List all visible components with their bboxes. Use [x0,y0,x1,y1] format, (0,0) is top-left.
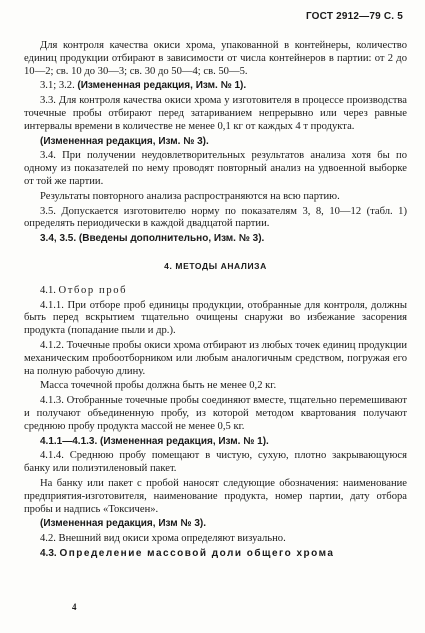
amendment-text: (Введены дополнительно, Изм. № 3). [78,233,265,245]
clause-ref: 3.4, 3.5. [40,233,79,245]
clause-4-3 [24,548,407,561]
clause-3-4-results: Результаты повторного анализа распространяются на всю партию. [40,190,340,202]
clause-ref: 3.1; 3.2. [40,80,78,92]
clause-heading: Отбор проб [58,284,128,296]
amendment-note-4 [24,436,407,449]
clause-heading: Определение массовой доли общего хрома [59,547,335,559]
labeling-paragraph: На банку или пакет с пробой наносят следующие обозначения: наименование предприятия-изготовителя, наименование продукта, номер партии, дату отбора пробы и надпись «Токсичен». [24,477,407,515]
clause-3-5: 3.5. Допускается изготовителю норму по показателям 3, 8, 10—12 (табл. 1) определять периодически в каждой двадцатой партии. [24,205,407,230]
clause-4-2: 4.2. Внешний вид окиси хрома определяют визуально. [40,533,286,545]
clause-4-1-2: 4.1.2. Точечные пробы окиси хрома отбирают из любых точек единиц продукции механическим пробоотборником или любым аналогичным средством, погружая его на полную рабочую длину. [24,339,407,377]
amendment-note-1 [24,80,407,93]
clause-4-1-4: 4.1.4. Среднюю пробу помещают в чистую, сухую, плотно закрывающуюся банку или полиэтиленовый пакет. [24,450,407,475]
clause-ref: 4.1.1—4.1.3. [40,435,101,447]
sample-mass: Масса точечной пробы должна быть не менее 0,2 кг. [40,380,277,392]
amendment-text: (Измененная редакция, Изм. № 1). [100,435,269,447]
amendment-note-3 [24,233,407,246]
clause-4-1-1: 4.1.1. При отборе проб единицы продукции, отобранные для контроля, должны быть перед вскрытием тщательно очищены снаружи во избежание засорения продукта (попадание пыли и др.). [24,299,407,337]
document-body [24,40,407,561]
clause-4-1-3: 4.1.3. Отобранные точечные пробы соединяют вместе, тщательно перемешивают и получают объединенную пробу, из которой методом квартования получают среднюю пробу продукта массой не менее 0,5 кг. [24,395,407,432]
amendment-note-5: (Измененная редакция, Изм № 3). [40,518,207,530]
amendment-text: (Измененная редакция, Изм. № 1). [77,80,247,92]
paragraph-containers: Для контроля качества окиси хрома, упакованной в контейнеры, количество единиц продукции отбирают в зависимости от числа контейнеров в партии: от 2 до 10—2; св. 10 до 30—3; св. 30 до 50—4; св. 50—5. [24,40,407,77]
amendment-note-2: (Измененная редакция, Изм. № 3). [40,135,209,147]
clause-number: 4.1. [40,284,59,296]
page-header: ГОСТ 2912—79 С. 5 [305,11,403,22]
clause-3-4: 3.4. При получении неудовлетворительных результатов анализа хотя бы по одному из показателей по нему проводят повторный анализ на удвоенной выборке от той же партии. [24,150,407,187]
clause-4-1 [24,285,407,298]
clause-number: 4.3. [40,547,60,559]
clause-3-3: 3.3. Для контроля качества окиси хрома у изготовителя в процессе производства точечные пробы отбирают перед затариванием непрерывно или через равные интервалы времени в количестве не менее 0,1 кг от каждых 4 т продукта. [24,95,407,132]
page-footer-mark: 4 [72,602,77,612]
section-title: 4. МЕТОДЫ АНАЛИЗА [164,260,267,271]
